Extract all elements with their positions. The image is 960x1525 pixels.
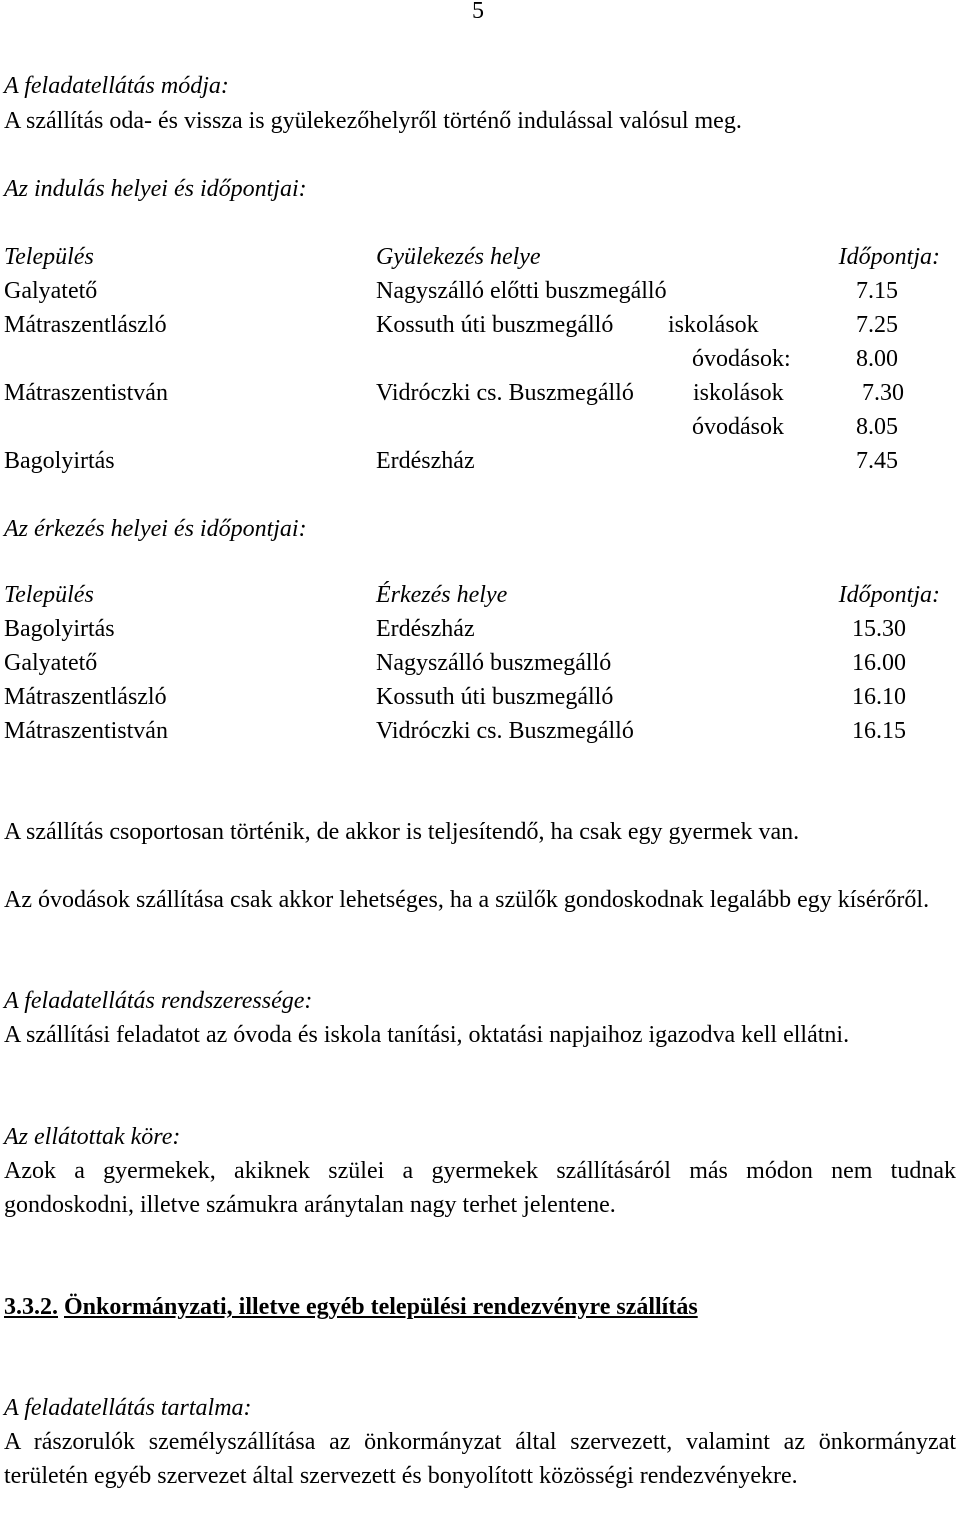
arrival-row-place: Bagolyirtás — [4, 616, 115, 642]
note-group-transport: A szállítás csoportosan történik, de akkor is teljesítendő, ha csak egy gyermek van. — [4, 819, 800, 845]
section-number: 3.3.2. — [4, 1294, 58, 1320]
departure-label: Az indulás helyei és időpontjai: — [4, 176, 307, 202]
arrival-header-time: Időpontja: — [838, 582, 940, 608]
departure-row-place: Bagolyirtás — [4, 448, 115, 474]
method-label: A feladatellátás módja: — [4, 73, 229, 99]
arrival-row-place: Galyatető — [4, 650, 98, 676]
departure-row-time: 7.45 — [856, 448, 898, 474]
departure-row-time: 7.30 — [862, 380, 904, 406]
departure-row-meeting: Vidróczki cs. Buszmegálló — [376, 380, 634, 406]
departure-row-note: iskolások — [668, 312, 759, 338]
arrival-row-place: Mátraszentistván — [4, 718, 168, 744]
departure-header-meeting: Gyülekezés helye — [376, 244, 541, 270]
arrival-row-time: 16.10 — [852, 684, 906, 710]
departure-row-place: Mátraszentlászló — [4, 312, 167, 338]
regularity-label: A feladatellátás rendszeressége: — [4, 988, 313, 1014]
arrival-row-time: 15.30 — [852, 616, 906, 642]
regularity-text: A szállítási feladatot az óvoda és iskola tanítási, oktatási napjaihoz igazodva kell ellátni. — [4, 1022, 850, 1048]
content-label: A feladatellátás tartalma: — [4, 1395, 252, 1421]
page-number: 5 — [472, 0, 484, 24]
arrival-row-time: 16.00 — [852, 650, 906, 676]
recipients-label: Az ellátottak köre: — [4, 1124, 181, 1150]
departure-header-place: Település — [4, 244, 94, 270]
content-text: A rászorulók személyszállítása az önkormányzat által szervezett, valamint az önkormányzat területén egyéb szervezet által szervezett és bonyolított közösségi rendezvényekre. — [4, 1429, 956, 1489]
departure-row-note: iskolások — [693, 380, 784, 406]
departure-row-time: 8.05 — [856, 414, 898, 440]
arrival-row-meeting: Erdészház — [376, 616, 475, 642]
departure-row-meeting: Nagyszálló előtti buszmegálló — [376, 278, 667, 304]
departure-row-time: 7.15 — [856, 278, 898, 304]
departure-row-place: Mátraszentistván — [4, 380, 168, 406]
arrival-row-meeting: Kossuth úti buszmegálló — [376, 684, 614, 710]
departure-row-time: 8.00 — [856, 346, 898, 372]
arrival-header-meeting: Érkezés helye — [376, 582, 508, 608]
arrival-row-meeting: Vidróczki cs. Buszmegálló — [376, 718, 634, 744]
departure-row-time: 7.25 — [856, 312, 898, 338]
arrival-row-meeting: Nagyszálló buszmegálló — [376, 650, 612, 676]
arrival-row-time: 16.15 — [852, 718, 906, 744]
departure-row-place: Galyatető — [4, 278, 98, 304]
departure-header-time: Időpontja: — [838, 244, 940, 270]
method-text: A szállítás oda- és vissza is gyülekezőhelyről történő indulással valósul meg. — [4, 108, 742, 134]
departure-row-note: óvodások: — [692, 346, 791, 372]
arrival-label: Az érkezés helyei és időpontjai: — [4, 516, 307, 542]
section-heading — [4, 1290, 698, 1324]
arrival-row-place: Mátraszentlászló — [4, 684, 167, 710]
departure-row-meeting: Erdészház — [376, 448, 475, 474]
departure-row-meeting: Kossuth úti buszmegálló — [376, 312, 614, 338]
section-title: Önkormányzati, illetve egyéb települési rendezvényre szállítás — [64, 1294, 698, 1320]
arrival-header-place: Település — [4, 582, 94, 608]
departure-row-note: óvodások — [692, 414, 784, 440]
recipients-text: Azok a gyermekek, akiknek szülei a gyermekek szállításáról más módon nem tudnak gondoskodni, illetve számukra aránytalan nagy terhet jelentene. — [4, 1158, 956, 1218]
note-kindergarten: Az óvodások szállítása csak akkor lehetséges, ha a szülők gondoskodnak legalább egy kísérőről. — [4, 887, 930, 913]
